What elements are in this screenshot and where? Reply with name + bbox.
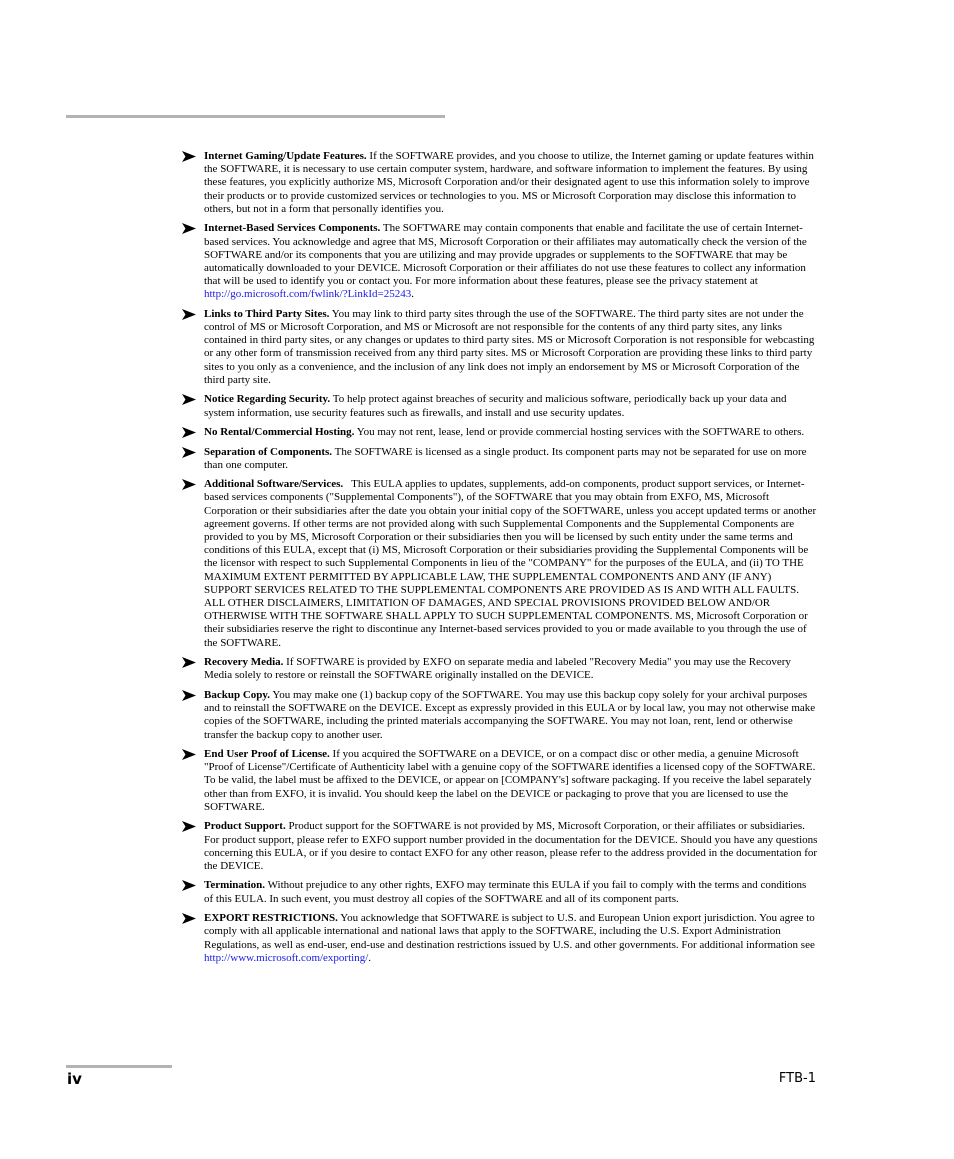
arrow-bullet-icon [182,447,196,458]
item-text: If SOFTWARE is provided by EXFO on separate media and labeled "Recovery Media" you may use the Recovery Media solely to restore or reinstall the SOFTWARE originally installed on the DEVICE. [204,656,791,682]
list-item [182,308,818,387]
item-text: Without prejudice to any other rights, EXFO may terminate this EULA if you fail to comply with the terms and conditions of this EULA. In such event, you must destroy all copies of the SOFTWARE and all of its component parts. [204,879,807,905]
list-item [182,426,818,439]
item-heading: Termination. [204,879,266,892]
item-heading: Internet-Based Services Components. [204,222,381,235]
item-heading: Links to Third Party Sites. [204,307,330,320]
list-item [182,446,818,472]
privacy-statement-link[interactable]: http://go.microsoft.com/fwlink/?LinkId=25243 [204,288,412,301]
list-item [182,912,818,965]
arrow-bullet-icon [182,657,196,668]
item-tail: . [368,951,372,964]
arrow-bullet-icon [182,223,196,234]
arrow-bullet-icon [182,690,196,701]
item-heading: Backup Copy. [204,688,271,701]
arrow-bullet-icon [182,394,196,405]
list-item [182,222,818,301]
footer-rule [66,1065,172,1068]
item-text: You may not rent, lease, lend or provide commercial hosting services with the SOFTWARE to others. [354,426,805,439]
item-text: You may link to third party sites through the use of the SOFTWARE. The third party sites are not under the control of MS or Microsoft Corporation, and MS or Microsoft are not responsible for the contents of any third party sites, any links contained in third party sites, or any changes or updates to third party sites. MS or Microsoft Corporation is not responsible for webcasting or any other form of transmission received from any third party sites. MS or Microsoft Corporation are providing these links to third party sites to you only as a convenience, and the inclusion of any link does not imply an endorsement by MS or Microsoft Corporation of the third party site. [204,307,815,386]
document-label: FTB-1 [778,1071,816,1086]
header-rule [66,115,445,118]
list-item [182,748,818,814]
arrow-bullet-icon [182,479,196,490]
item-heading: No Rental/Commercial Hosting. [204,426,355,439]
item-heading: End User Proof of License. [204,748,330,760]
list-item [182,393,818,419]
item-heading: EXPORT RESTRICTIONS. [204,912,338,925]
arrow-bullet-icon [182,913,196,924]
item-text: To help protect against breaches of security and malicious software, periodically back up your data and system information, use security features such as firewalls, and install and use security updates. [204,393,787,419]
item-heading: Notice Regarding Security. [204,393,331,406]
item-text: The SOFTWARE is licensed as a single product. Its component parts may not be separated for use on more than one computer. [204,445,807,471]
item-heading: Internet Gaming/Update Features. [204,150,367,162]
item-heading: Recovery Media. [204,656,284,669]
item-text: You may make one (1) backup copy of the SOFTWARE. You may use this backup copy solely for your archival purposes and to reinstall the SOFTWARE on the DEVICE. Except as expressly provided in this EULA or by local law, you may not otherwise make copies of the SOFTWARE, including the printed materials accompanying the SOFTWARE. You may not loan, rent, lend or otherwise transfer the backup copy to another user. [204,688,816,741]
page-number: iv [67,1070,82,1088]
item-text: Product support for the SOFTWARE is not provided by MS, Microsoft Corporation, or their affiliates or subsidiaries. For product support, please refer to EXFO support number provided in the documentation for the DEVICE. Should you have any questions concerning this EULA, or if you desire to contact EXFO for any other reason, please refer to the address provided in the documentation for the DEVICE. [204,820,818,872]
item-heading: Additional Software/Services. [204,478,344,491]
item-text: This EULA applies to updates, supplements, add-on components, product support services, or Internet-based services components ("Supplemental Components"), of the SOFTWARE that you may obtain from EXFO, MS, Microsoft Corporation or their subsidiaries after the date you obtain your initial copy of the SOFTWARE, unless you accept updated terms or another agreement governs. If other terms are not provided along with such Supplemental Components and the Supplemental Components are provided to you by MS, Microsoft Corporation or their subsidiaries then you will be licensed by such entity under the same terms and conditions of this EULA, except that (i) MS, Microsoft Corporation or their subsidiaries providing the Supplemental Components will be the licensor with respect to such Supplemental Components in lieu of the "COMPANY" for the purposes of the EULA, and (ii) TO THE MAXIMUM EXTENT PERMITTED BY APPLICABLE LAW, THE SUPPLEMENTAL COMPONENTS AND ANY (IF ANY) SUPPORT SERVICES RELATED TO THE SUPPLEMENTAL COMPONENTS ARE PROVIDED AS IS AND WITH ALL FAULTS. ALL OTHER DISCLAIMERS, LIMITATION OF DAMAGES, AND SPECIAL PROVISIONS PROVIDED BELOW AND/OR OTHERWISE WITH THE SOFTWARE SHALL APPLY TO SUCH SUPPLEMENTAL COMPONENTS. MS, Microsoft Corporation or their subsidiaries reserve the right to discontinue any Internet-based services provided to you or made available to you through the use of the SOFTWARE. [204,478,819,649]
item-text: The SOFTWARE may contain components that enable and facilitate the use of certain Internet-based services. You acknowledge and agree that MS, Microsoft Corporation or their affiliates may automatically check the version of the SOFTWARE and/or its components that you are utilizing and may provide upgrades or supplements to the SOFTWARE that may be automatically downloaded to your DEVICE. Microsoft Corporation or their affiliates do not use these features to collect any information that will be used to identify you or contact you. For more information about these features, please see the privacy statement at [204,222,807,288]
arrow-bullet-icon [182,880,196,891]
item-text: You acknowledge that SOFTWARE is subject to U.S. and European Union export jurisdiction. You agree to comply with all applicable international and national laws that apply to the SOFTWARE, including the U.S. Export Administration Regulations, as well as end-user, end-use and destination restrictions issued by U.S. and other governments. For additional information see [204,912,815,951]
item-text: If the SOFTWARE provides, and you choose to utilize, the Internet gaming or update features within the SOFTWARE, it is necessary to use certain computer system, hardware, and software information to implement the features. By using these features, you explicitly authorize MS, Microsoft Corporation and/or their designated agent to use this information solely to improve their products or to provide customized services or technologies to you. MS or Microsoft Corporation may disclose this information to others, but not in a form that personally identifies you. [204,150,814,215]
list-item [182,820,818,873]
arrow-bullet-icon [182,151,196,162]
list-item [182,879,818,905]
arrow-bullet-icon [182,427,196,438]
item-heading: Product Support. [204,820,286,833]
arrow-bullet-icon [182,749,196,760]
arrow-bullet-icon [182,309,196,320]
list-item [182,478,818,650]
item-text: If you acquired the SOFTWARE on a DEVICE, or on a compact disc or other media, a genuine Microsoft "Proof of License"/Certificate of Authenticity label with a genuine copy of the SOFTWARE identifies a licensed copy of the SOFTWARE. To be valid, the label must be affixed to the DEVICE, or appear on [COMPANY's] software packaging. If you receive the label separately other than from EXFO, it is invalid. You should keep the label on the DEVICE or packaging to prove that you are licensed to use the SOFTWARE. [204,748,816,813]
eula-content [182,150,818,971]
list-item [182,656,818,682]
item-heading: Separation of Components. [204,445,333,458]
exporting-link[interactable]: http://www.microsoft.com/exporting/ [204,951,369,964]
arrow-bullet-icon [182,821,196,832]
item-tail: . [411,288,414,301]
list-item [182,689,818,742]
list-item [182,150,818,216]
